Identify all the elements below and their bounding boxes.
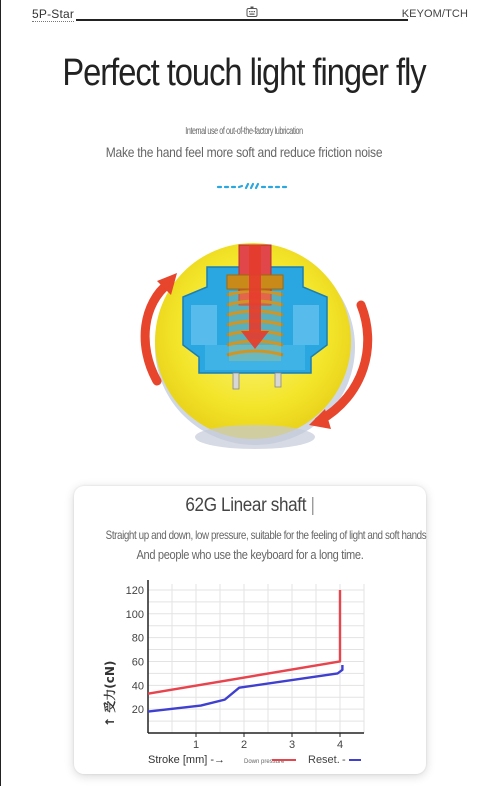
card-title-cursor: | [310,495,315,516]
x-tick-label: 1 [192,739,200,751]
x-tick-label: 4 [336,739,344,751]
y-tick-label: 120 [125,584,144,597]
y-tick-label: 80 [131,632,144,645]
x-tick-label: 2 [240,739,248,751]
x-tick-label: 3 [288,739,296,751]
card-description-line1: Straight up and down, low pressure, suitable for the feeling of light and soft hands [105,528,427,542]
x-axis-label: Stroke [mm] -→ [148,754,226,766]
card-title-text: 62G Linear shaft [185,495,307,516]
header-rule [76,19,408,21]
brand-left[interactable]: 5P-Star [32,7,75,21]
subtitle: Make the hand feel more soft and reduce friction noise [105,144,383,160]
page-title: Perfect touch light finger fly [62,52,426,94]
keyboard-icon [246,6,258,18]
brand-right[interactable]: KEYOM/TCH [401,8,468,20]
y-axis-label: ↑ 受力(cN) [103,660,117,727]
y-tick-label: 100 [125,608,144,621]
legend-label-down-pressure: Down pressure [244,759,285,765]
y-tick-label: 20 [131,704,144,717]
page-left-rule [0,0,1,786]
header-bar [32,6,472,26]
decorative-dash-divider [216,181,288,191]
force-curve-chart [74,566,426,776]
card-description-line2: And people who use the keyboard for a long time. [136,547,364,562]
y-tick-label: 40 [131,680,144,693]
card-title [92,495,409,517]
legend-dash: - [342,754,346,766]
switch-cutaway-illustration [135,225,375,455]
subtitle-small: Internal use of out-of-the-factory lubrication [185,126,303,137]
y-tick-label: 60 [131,656,144,669]
legend-label-reset: Reset. [308,754,340,766]
